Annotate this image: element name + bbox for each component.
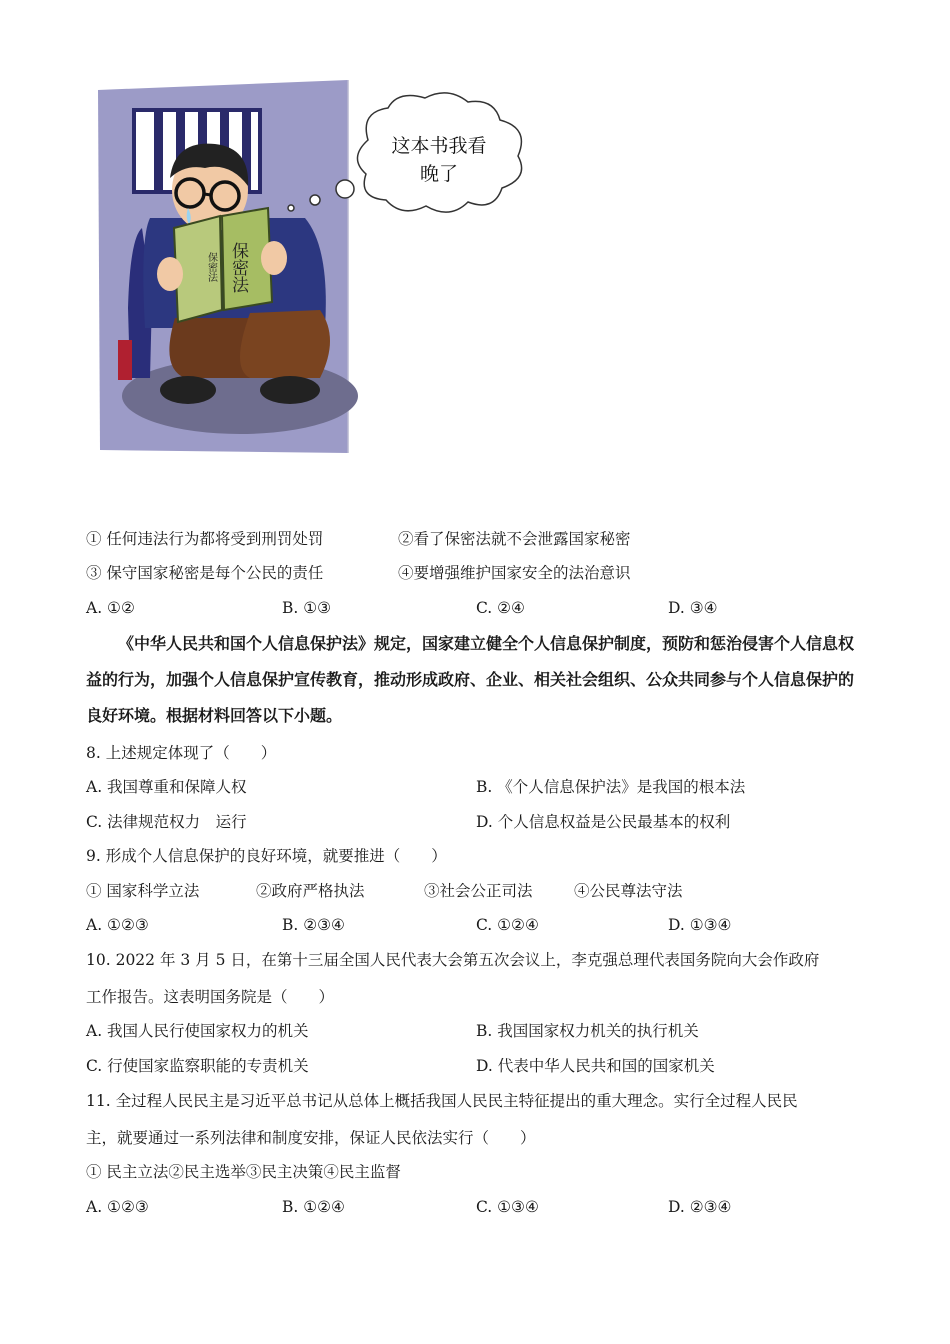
q11-choice-d[interactable]: D. ②③④ [668, 1198, 732, 1216]
q10-choice-a[interactable]: A. 我国人民行使国家权力的机关 [86, 1022, 309, 1040]
right-shoe [260, 376, 320, 404]
q7-option-3: ③ 保守国家秘密是每个公民的责任 [86, 564, 324, 582]
book-cover-text: 保密法 [228, 242, 248, 293]
q10-choice-d[interactable]: D. 代表中华人民共和国的国家机关 [476, 1057, 715, 1075]
q7-option-1: ① 任何违法行为都将受到刑罚处罚 [86, 530, 324, 548]
q8-choice-d[interactable]: D. 个人信息权益是公民最基本的权利 [476, 813, 731, 831]
q7-choice-d[interactable]: D. ③④ [668, 599, 718, 617]
q9-option-1: ① 国家科学立法 [86, 882, 200, 900]
q8-choice-a[interactable]: A. 我国尊重和保障人权 [86, 778, 247, 796]
q11-stem-line2: 主，就要通过一系列法律和制度安排，保证人民依法实行（ ） [86, 1129, 536, 1147]
q7-option-4: ④要增强维护国家安全的法治意识 [398, 564, 631, 582]
q9-choice-d[interactable]: D. ①③④ [668, 916, 732, 934]
q9-option-4: ④公民尊法守法 [574, 882, 683, 900]
bubble-text-line2: 晚了 [419, 163, 459, 185]
material-paragraph [86, 626, 866, 734]
q11-choice-c[interactable]: C. ①③④ [476, 1198, 539, 1216]
thought-dot-small [288, 205, 294, 211]
thought-dot-medium [310, 195, 320, 205]
chair-leg [118, 340, 132, 380]
q10-stem-line2: 工作报告。这表明国务院是（ ） [86, 988, 335, 1006]
q9-choice-b[interactable]: B. ②③④ [282, 916, 345, 934]
q10-choice-b[interactable]: B. 我国国家权力机关的执行机关 [476, 1022, 699, 1040]
q9-option-2: ②政府严格执法 [256, 882, 365, 900]
q9-choice-c[interactable]: C. ①②④ [476, 916, 539, 934]
q11-stem-line1: 11. 全过程人民民主是习近平总书记从总体上概括我国人民民主特征提出的重大理念。实行全过程人民民 [86, 1092, 798, 1110]
q7-option-2: ②看了保密法就不会泄露国家秘密 [398, 530, 631, 548]
q8-stem: 8. 上述规定体现了（ ） [86, 744, 277, 762]
q10-stem-line1: 10. 2022 年 3 月 5 日，在第十三届全国人民代表大会第五次会议上，李克强总理代表国务院向大会作政府 [86, 951, 820, 969]
q8-choice-c[interactable]: C. 法律规范权力 运行 [86, 813, 247, 831]
q7-choice-c[interactable]: C. ②④ [476, 599, 525, 617]
q11-options: ① 民主立法②民主选举③民主决策④民主监督 [86, 1163, 401, 1181]
q11-choice-a[interactable]: A. ①②③ [86, 1198, 149, 1216]
cartoon-illustration [90, 78, 550, 456]
q9-stem: 9. 形成个人信息保护的良好环境，就要推进（ ） [86, 847, 447, 865]
bubble-text-line1: 这本书我看 [391, 135, 487, 157]
q9-option-3: ③社会公正司法 [424, 882, 533, 900]
q11-choice-b[interactable]: B. ①②④ [282, 1198, 345, 1216]
q7-choice-a[interactable]: A. ①② [86, 599, 135, 617]
book-spine-text: 保密法 [205, 252, 217, 282]
q9-choice-a[interactable]: A. ①②③ [86, 916, 149, 934]
q8-choice-b[interactable]: B. 《个人信息保护法》是我国的根本法 [476, 778, 746, 796]
thought-dot-large [336, 180, 354, 198]
left-shoe [160, 376, 216, 404]
q10-choice-c[interactable]: C. 行使国家监察职能的专责机关 [86, 1057, 309, 1075]
q7-choice-b[interactable]: B. ①③ [282, 599, 332, 617]
material-text: 《中华人民共和国个人信息保护法》规定，国家建立健全个人信息保护制度，预防和惩治侵害个人信息权益的行为，加强个人信息保护宣传教育，推动形成政府、企业、相关社会组织、公众共同参与个人信息保护的良好环境。根据材料回答以下小题。 [86, 634, 855, 725]
